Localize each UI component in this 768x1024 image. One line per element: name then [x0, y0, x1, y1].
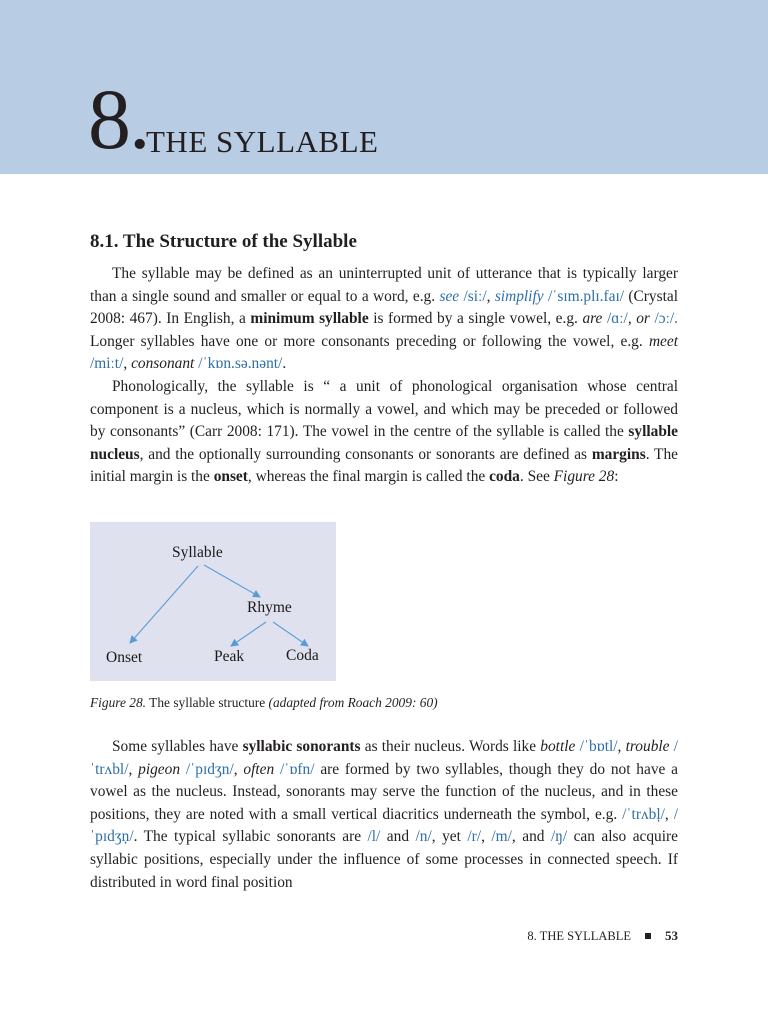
chapter-header-band: [0, 0, 768, 174]
figure-caption: Figure 28. The syllable structure (adapted from Roach 2009: 60): [90, 695, 438, 710]
node-peak: Peak: [214, 648, 245, 665]
edge-syllable-onset: [130, 566, 198, 643]
edge-rhyme-coda: [273, 622, 308, 646]
node-onset: Onset: [106, 649, 143, 666]
edge-syllable-rhyme: [204, 565, 260, 597]
node-rhyme: Rhyme: [247, 599, 292, 616]
paragraph-2: Phonologically, the syllable is “ a unit of phonological organisation whose central component is a nucleus, which is normally a vowel, and which may be preceded or followed by consonants” (Carr 2008: 171). The vowel in the centre of the syllable is called the syllable nucleus, and the optionally surrounding consonants or sonorants are defined as margins. The initial margin is the onset, whereas the final margin is called the coda. See Figure 28:: [90, 378, 678, 486]
syllable-structure-figure: [90, 522, 336, 681]
page-number: 53: [665, 928, 678, 943]
edge-rhyme-peak: [231, 622, 266, 646]
node-coda: Coda: [286, 647, 319, 664]
node-syllable: Syllable: [172, 544, 223, 561]
chapter-number: 8.: [88, 71, 149, 167]
paragraph-1: The syllable may be defined as an uninterrupted unit of utterance that is typically larger than a single sound and smaller or equal to a word, e.g. see /siː/, simplify /ˈsɪm.plɪ.faɪ/ (Crystal 2008: 467). In English, a minimum syllable is formed by a single vowel, e.g. are /ɑː/, or /ɔː/. Longer syllables have one or more consonants preceding or following the vowel, e.g. meet /miːt/, consonant /ˈkɒn.sə.nənt/.: [90, 265, 678, 373]
chapter-title: THE SYLLABLE: [146, 124, 379, 159]
page-footer: [527, 928, 678, 944]
section-heading: 8.1. The Structure of the Syllable: [90, 231, 357, 252]
paragraph-3: Some syllables have syllabic sonorants as their nucleus. Words like bottle /ˈbɒtl/, trouble /ˈtrʌbl/, pigeon /ˈpɪdʒn/, often /ˈɒfn/ are formed by two syllables, though they do not have a vowel as the nucleus. Instead, sonorants may serve the function of the nucleus, and in these positions, they are noted with a small vertical diacritics underneath the symbol, e.g. /ˈtrʌbļ/, /ˈpɪdʒņ/. The typical syllabic sonorants are /l/ and /n/, yet /r/, /m/, and /ŋ/ can also acquire syllabic positions, especially under the influence of some processes in connected speech. If distributed in word final position: [90, 738, 678, 891]
running-head: 8. THE SYLLABLE: [527, 929, 631, 943]
footer-square-icon: [645, 933, 651, 939]
